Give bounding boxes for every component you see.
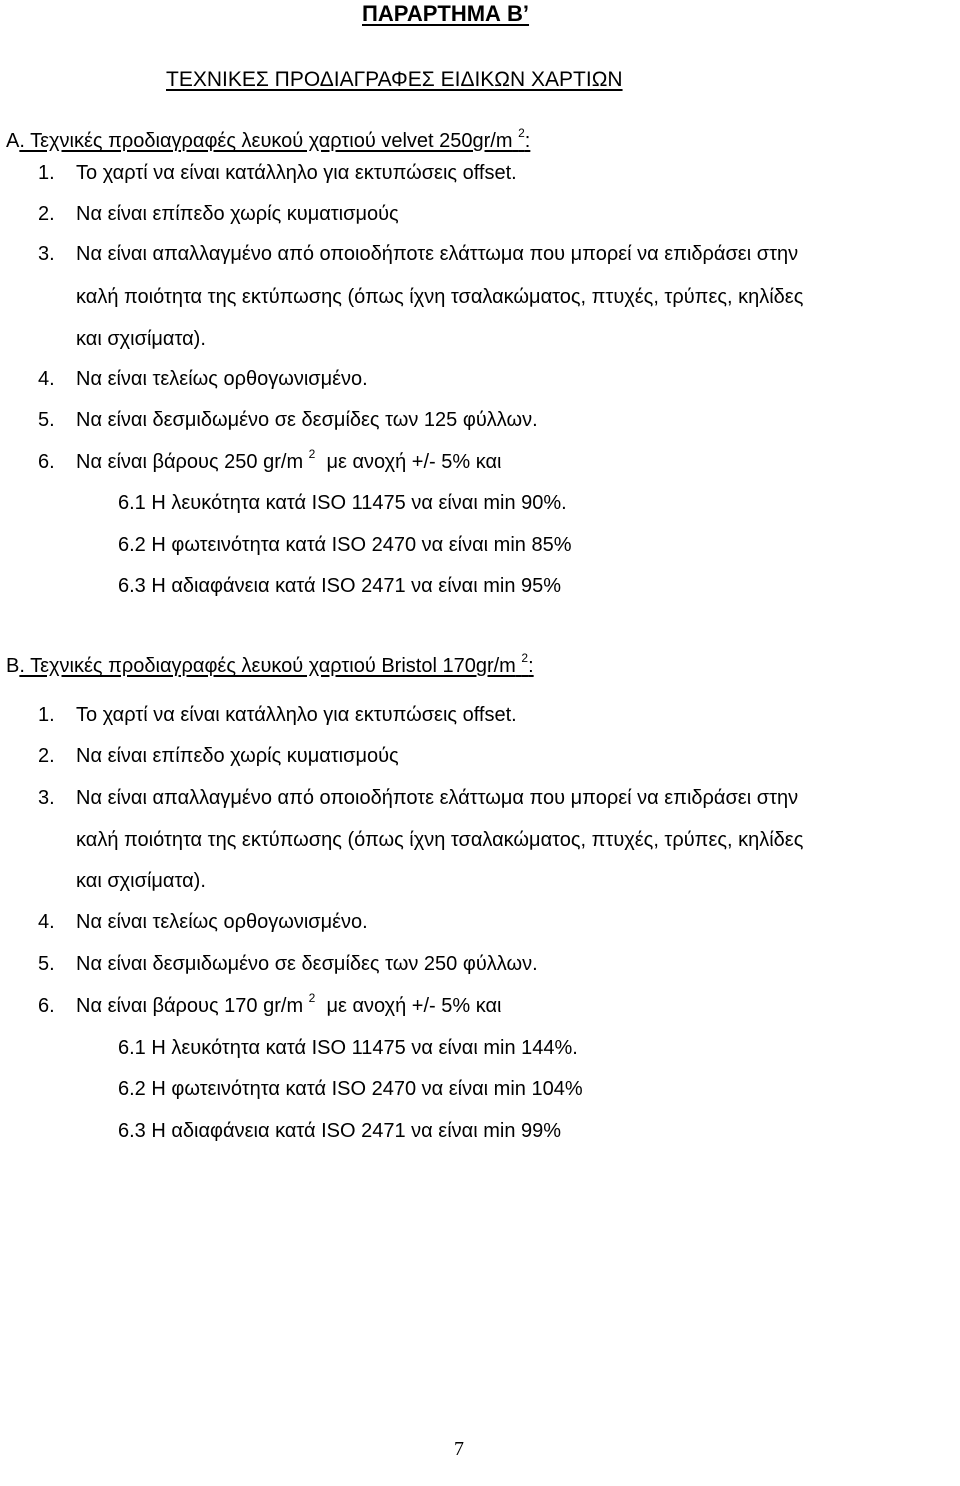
list-number: 2. [38, 203, 55, 225]
section-b-item-3-cont-1: καλή ποιότητα της εκτύπωσης (όπως ίχνη τσαλακώματος, πτυχές, τρύπες, κηλίδες [76, 829, 804, 851]
list-number: 3. [38, 787, 55, 809]
section-b-heading [6, 651, 534, 678]
list-item-text-after: με ανοχή +/- 5% και [326, 995, 502, 1017]
list-item-text: Να είναι βάρους 170 gr/m [76, 995, 304, 1017]
superscript: 2 [308, 447, 316, 461]
section-b-item-3-cont-2: και σχισίματα). [76, 870, 206, 892]
list-number: 3. [38, 243, 55, 265]
section-a-letter: Α [6, 130, 20, 152]
section-a-item-5 [38, 408, 538, 432]
section-b-letter: Β [6, 655, 20, 677]
list-number: 5. [38, 409, 55, 431]
page-subtitle: ΤΕΧΝΙΚΕΣ ΠΡΟΔΙΑΓΡΑΦΕΣ ΕΙΔΙΚΩΝ ΧΑΡΤΙΩΝ [166, 68, 623, 91]
section-b-item-5 [38, 952, 538, 976]
section-a-item-1 [38, 161, 517, 185]
list-item-text: Το χαρτί να είναι κατάλληλο για εκτυπώσεις offset. [76, 704, 517, 726]
section-a-item-6 [38, 447, 502, 474]
section-b-item-3 [38, 786, 798, 810]
list-item-text: Να είναι απαλλαγμένο από οποιοδήποτε ελάττωμα που μπορεί να επιδράσει στην [76, 243, 799, 265]
section-a-item-3 [38, 242, 798, 266]
section-b-item-4 [38, 910, 368, 934]
list-item-text: Να είναι βάρους 250 gr/m [76, 451, 304, 473]
list-item-text-after: με ανοχή +/- 5% και [326, 451, 502, 473]
list-item-text: Να είναι τελείως ορθογωνισμένο. [76, 368, 368, 390]
list-number: 4. [38, 911, 55, 933]
section-a-subitem-3: 6.3 Η αδιαφάνεια κατά ISO 2471 να είναι min 95% [118, 575, 562, 597]
section-a-item-2 [38, 202, 399, 226]
section-b-heading-text: . Τεχνικές προδιαγραφές λευκού χαρτιού Bristol 170gr/m $^2$: [19, 651, 534, 677]
list-item-text: Να είναι δεσμιδωμένο σε δεσμίδες των 250 φύλλων. [76, 953, 538, 975]
section-b-item-1 [38, 703, 517, 727]
section-b-item-6 [38, 991, 502, 1018]
list-number: 1. [38, 162, 55, 184]
list-number: 1. [38, 704, 55, 726]
list-item-text: Το χαρτί να είναι κατάλληλο για εκτυπώσεις offset. [76, 162, 517, 184]
list-item-text: Να είναι επίπεδο χωρίς κυματισμούς [76, 745, 399, 767]
section-a-item-3-cont-1: καλή ποιότητα της εκτύπωσης (όπως ίχνη τσαλακώματος, πτυχές, τρύπες, κηλίδες [76, 286, 804, 308]
list-number: 6. [38, 451, 55, 473]
list-item-text: Να είναι επίπεδο χωρίς κυματισμούς [76, 203, 399, 225]
section-a-item-4 [38, 367, 368, 391]
section-a-subitem-2: 6.2 Η φωτεινότητα κατά ISO 2470 να είναι min 85% [118, 534, 572, 556]
list-number: 4. [38, 368, 55, 390]
section-b-subitem-2: 6.2 Η φωτεινότητα κατά ISO 2470 να είναι min 104% [118, 1078, 583, 1100]
section-b-item-2 [38, 744, 399, 768]
list-number: 2. [38, 745, 55, 767]
list-number: 5. [38, 953, 55, 975]
list-item-text: Να είναι δεσμιδωμένο σε δεσμίδες των 125 φύλλων. [76, 409, 538, 431]
section-b-subitem-3: 6.3 Η αδιαφάνεια κατά ISO 2471 να είναι min 99% [118, 1120, 562, 1142]
section-a-subitem-1: 6.1 Η λευκότητα κατά ISO 11475 να είναι min 90%. [118, 492, 567, 514]
section-a-heading-text: . Τεχνικές προδιαγραφές λευκού χαρτιού velvet 250gr/m $^2$: [19, 126, 531, 152]
section-b-subitem-1: 6.1 Η λευκότητα κατά ISO 11475 να είναι min 144%. [118, 1037, 578, 1059]
section-a-heading [6, 126, 531, 153]
section-a-item-3-cont-2: και σχισίματα). [76, 328, 206, 350]
list-item-text: Να είναι τελείως ορθογωνισμένο. [76, 911, 368, 933]
superscript: 2 [308, 991, 316, 1005]
page-title: ΠΑΡΑΡΤΗΜΑ Β’ [362, 1, 530, 26]
page-number: 7 [454, 1438, 464, 1460]
list-number: 6. [38, 995, 55, 1017]
list-item-text: Να είναι απαλλαγμένο από οποιοδήποτε ελάττωμα που μπορεί να επιδράσει στην [76, 787, 799, 809]
